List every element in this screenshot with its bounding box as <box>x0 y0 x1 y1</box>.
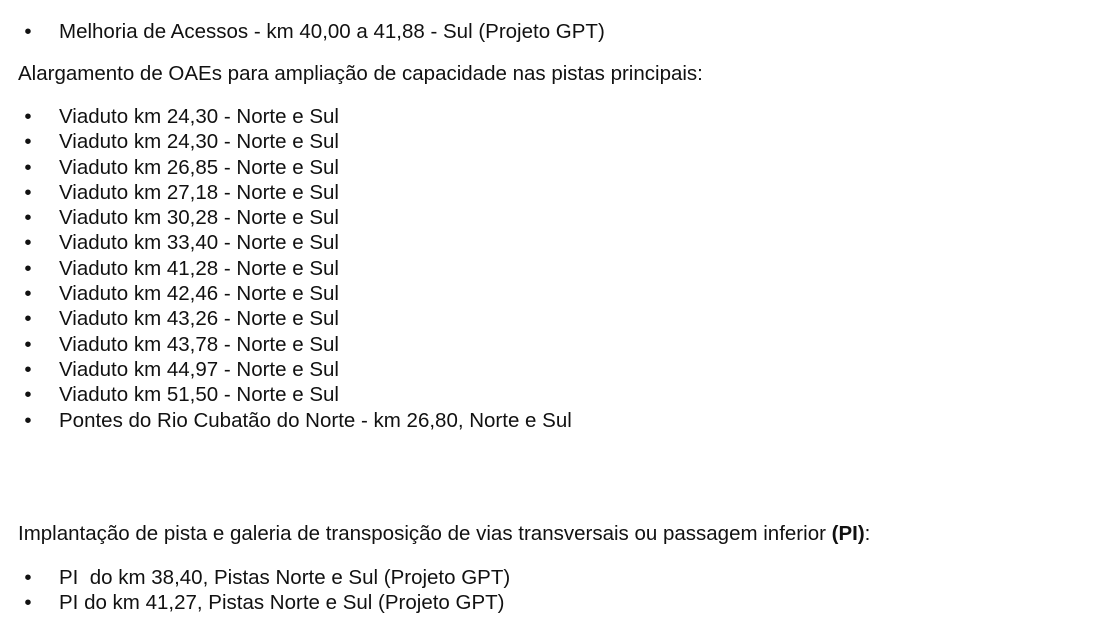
bullet-icon: • <box>24 566 32 589</box>
list-item <box>0 205 572 230</box>
list-item-text: Viaduto km 26,85 - Norte e Sul <box>59 155 339 179</box>
bullet-icon: • <box>24 408 32 432</box>
bullet-icon: • <box>24 180 32 204</box>
bullet-list-access-improvements <box>0 20 605 44</box>
list-item <box>0 256 572 281</box>
list-item-text: Viaduto km 44,97 - Norte e Sul <box>59 357 339 381</box>
list-item-text: Viaduto km 41,28 - Norte e Sul <box>59 256 339 280</box>
bullet-icon: • <box>24 282 32 306</box>
list-item <box>0 590 510 615</box>
list-item <box>0 357 572 382</box>
list-item-text: Viaduto km 42,46 - Norte e Sul <box>59 282 339 306</box>
list-item <box>0 129 572 154</box>
list-item-text: PI do km 41,27, Pistas Norte e Sul (Projeto GPT) <box>59 591 505 614</box>
paragraph-underpass-abbrev: (PI) <box>831 522 865 545</box>
bullet-icon: • <box>24 383 32 407</box>
bullet-icon: • <box>24 231 32 255</box>
bullet-icon: • <box>24 332 32 356</box>
list-item-text: Pontes do Rio Cubatão do Norte - km 26,80, Norte e Sul <box>59 408 572 432</box>
paragraph-underpass-text: Implantação de pista e galeria de transposição de vias transversais ou passagem inferior <box>18 522 832 545</box>
paragraph-underpass <box>0 522 870 546</box>
paragraph-underpass-suffix: : <box>864 522 871 545</box>
bullet-icon: • <box>24 307 32 331</box>
list-item-text: Viaduto km 30,28 - Norte e Sul <box>59 206 339 230</box>
list-item <box>0 306 572 331</box>
bullet-icon: • <box>24 130 32 154</box>
list-item-text: Viaduto km 27,18 - Norte e Sul <box>59 180 339 204</box>
list-item-text: Viaduto km 43,78 - Norte e Sul <box>59 332 339 356</box>
list-item-text: Viaduto km 51,50 - Norte e Sul <box>59 383 339 407</box>
bullet-icon: • <box>24 105 32 128</box>
list-item <box>0 382 572 407</box>
bullet-list-underpasses <box>0 565 510 615</box>
list-item <box>0 20 605 44</box>
list-item <box>0 155 572 180</box>
bullet-list-viaducts <box>0 104 572 433</box>
list-item-text: Viaduto km 24,30 - Norte e Sul <box>59 130 339 154</box>
bullet-icon: • <box>24 155 32 179</box>
list-item-text: Melhoria de Acessos - km 40,00 a 41,88 - Sul (Projeto GPT) <box>59 20 605 43</box>
list-item <box>0 104 572 129</box>
bullet-icon: • <box>24 20 32 43</box>
list-item-text: PI do km 38,40, Pistas Norte e Sul (Projeto GPT) <box>59 566 511 589</box>
list-item <box>0 332 572 357</box>
list-item <box>0 565 510 590</box>
list-item-text: Viaduto km 24,30 - Norte e Sul <box>59 105 339 128</box>
paragraph-oae-widening: Alargamento de OAEs para ampliação de capacidade nas pistas principais: <box>18 62 703 85</box>
list-item <box>0 180 572 205</box>
list-item <box>0 408 572 433</box>
list-item-text: Viaduto km 43,26 - Norte e Sul <box>59 307 339 331</box>
bullet-icon: • <box>24 256 32 280</box>
list-item <box>0 230 572 255</box>
bullet-icon: • <box>24 206 32 230</box>
bullet-icon: • <box>24 591 32 614</box>
list-item-text: Viaduto km 33,40 - Norte e Sul <box>59 231 339 255</box>
list-item <box>0 281 572 306</box>
bullet-icon: • <box>24 357 32 381</box>
